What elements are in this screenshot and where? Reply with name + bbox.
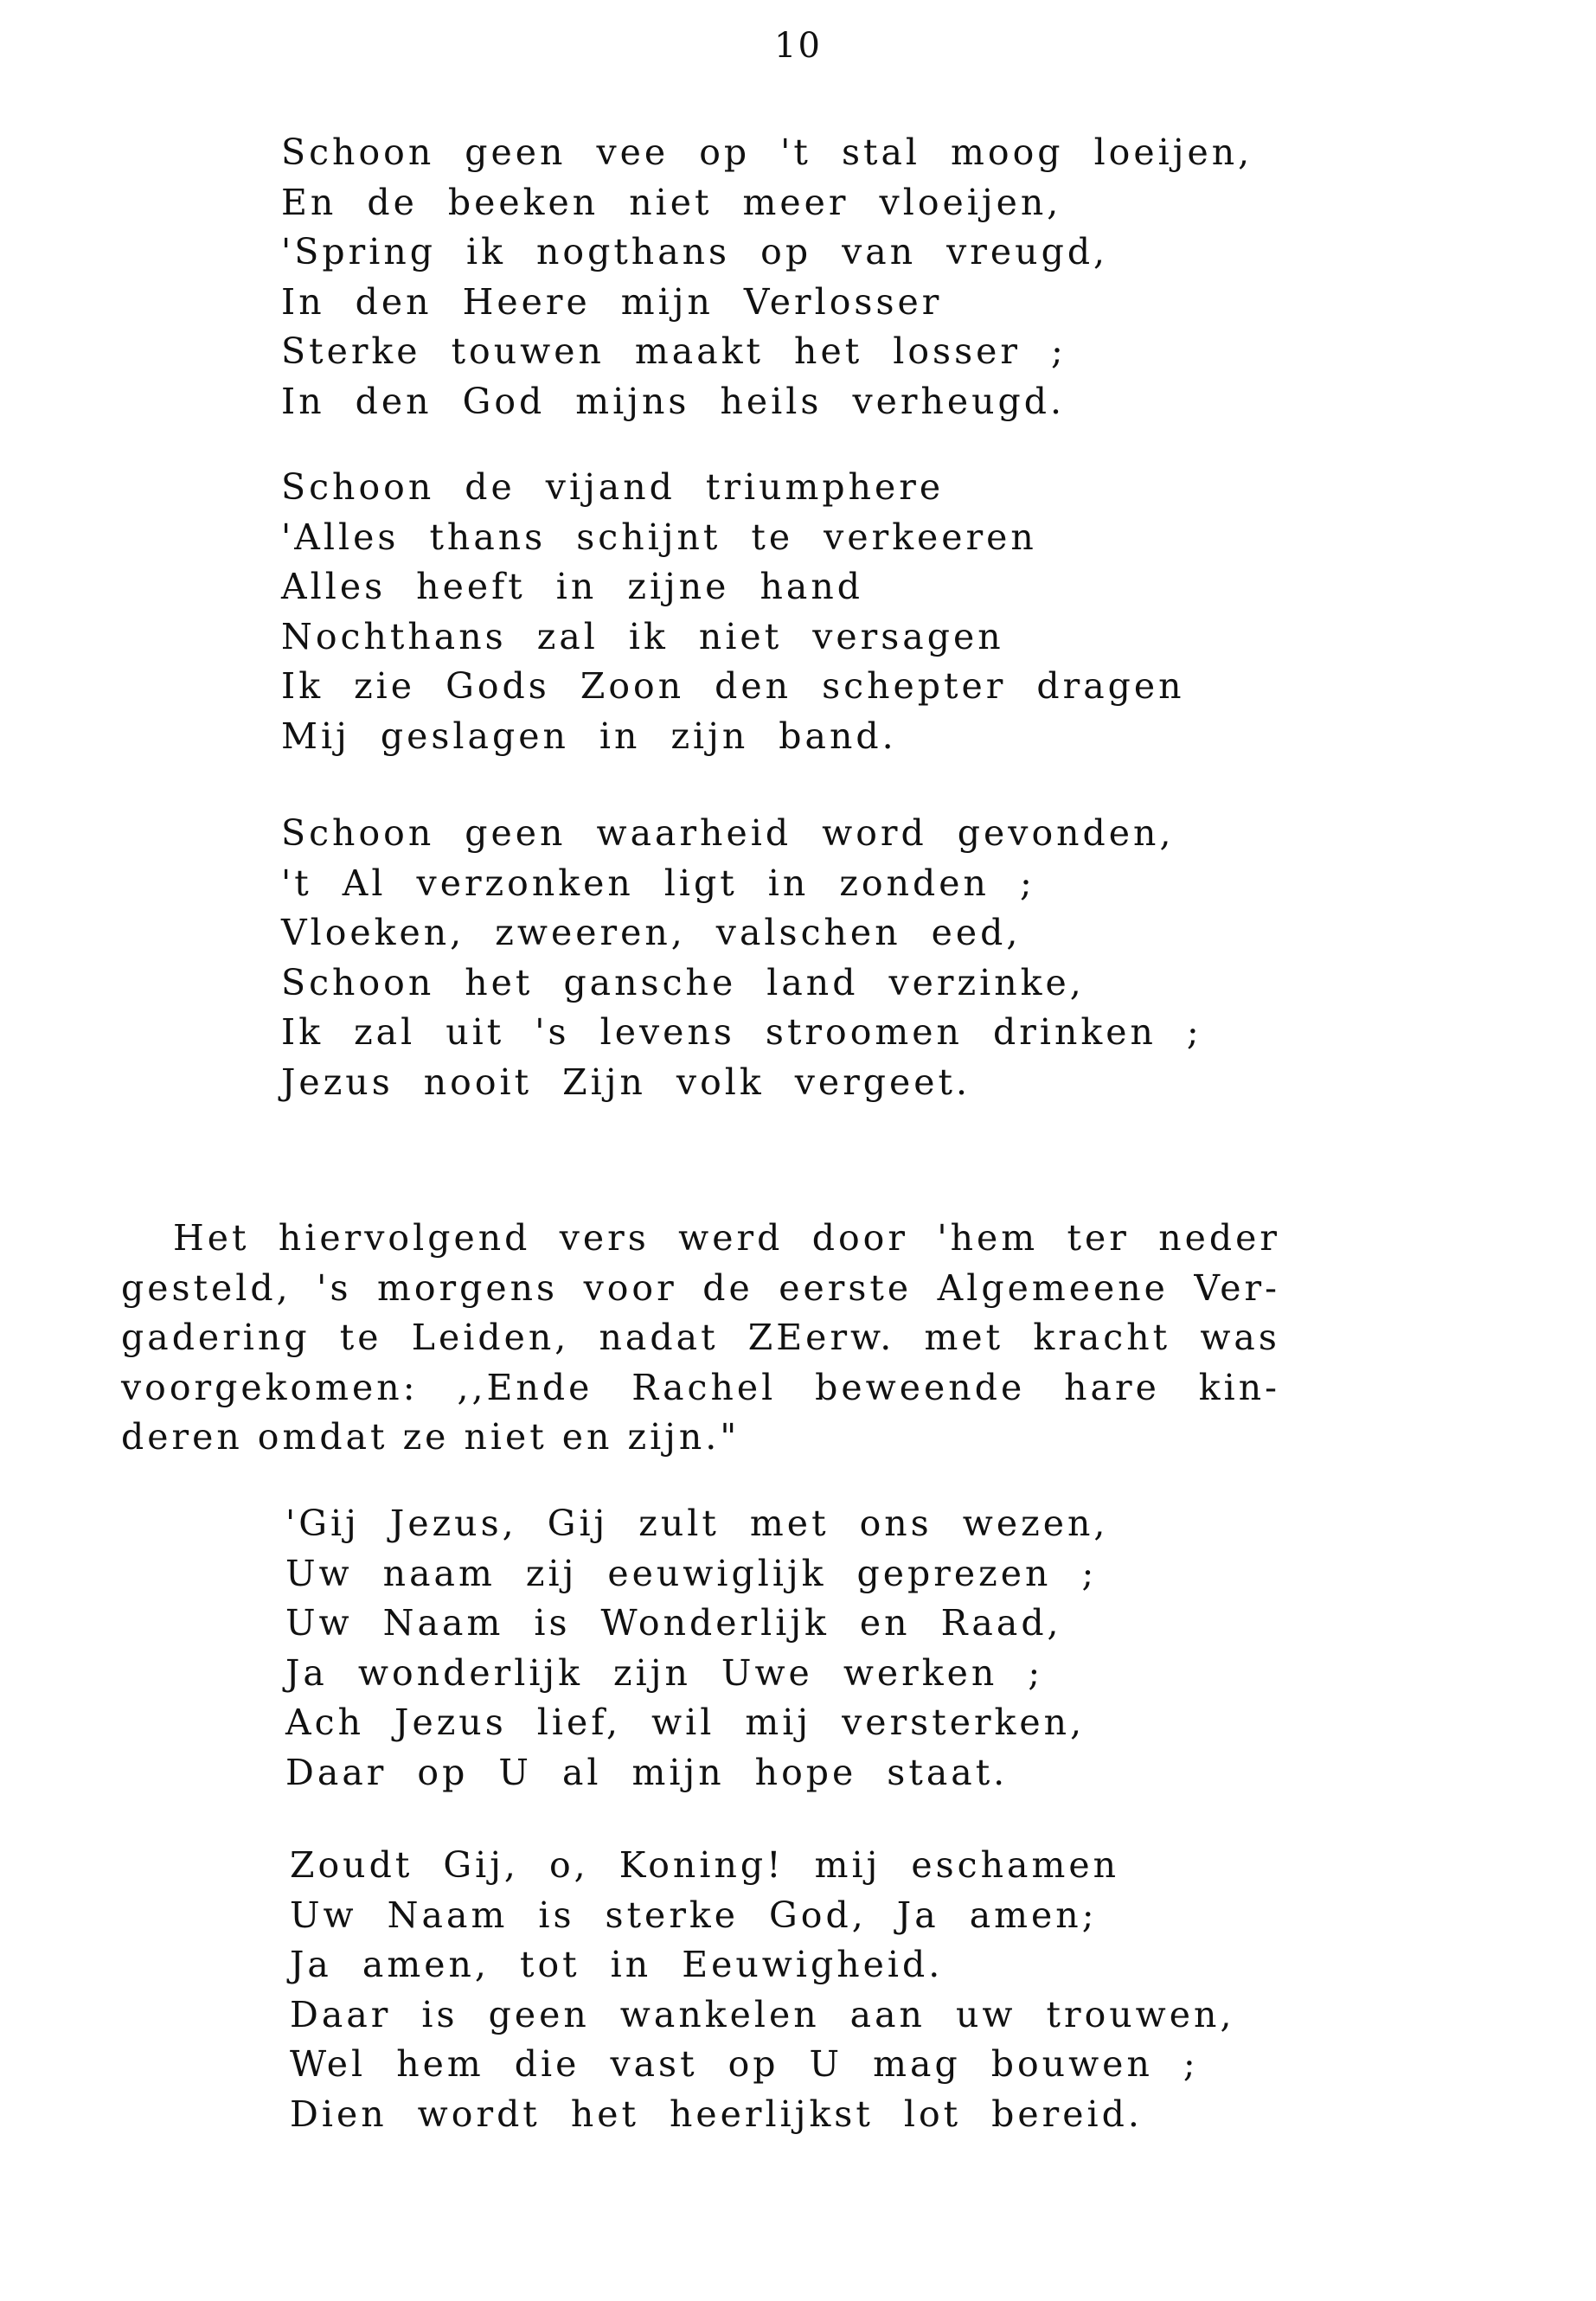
verse-line: Zoudt Gij, o, Koning! mij eschamen xyxy=(290,1844,1120,1886)
prose-line: Het hiervolgend vers werd door 'hem ter neder xyxy=(173,1217,1280,1259)
verse-line: Sterke touwen maakt het losser ; xyxy=(281,330,1067,372)
verse-line: Ja wonderlijk zijn Uwe werken ; xyxy=(285,1651,1044,1694)
verse-line: Vloeken, zweeren, valschen eed, xyxy=(281,912,1022,953)
prose-line: gadering te Leiden, nadat ZEerw. met kracht was xyxy=(121,1317,1280,1358)
verse-line: Ja amen, tot in Eeuwigheid. xyxy=(290,1944,944,1985)
verse-line: Mij geslagen in zijn band. xyxy=(281,715,897,757)
verse-line: Alles heeft in zijne hand xyxy=(281,566,863,607)
verse-line: Schoon het gansche land verzinke, xyxy=(281,961,1085,1003)
verse-line: 't Al verzonken ligt in zonden ; xyxy=(281,862,1035,904)
verse-line: Schoon de vijand triumphere xyxy=(281,466,945,508)
verse-line: Dien wordt het heerlijkst lot bereid. xyxy=(290,2093,1143,2135)
stanza-1 xyxy=(281,128,1253,426)
stanza-5 xyxy=(290,1841,1234,2139)
stanza-2 xyxy=(281,463,1185,761)
verse-line: In den Heere mijn Verlosser xyxy=(281,280,943,323)
verse-line: Uw Naam is Wonderlijk en Raad, xyxy=(285,1602,1062,1644)
prose-line: voorgekomen: ,,Ende Rachel beweende hare kin- xyxy=(121,1366,1280,1408)
prose-line: gesteld, 's morgens voor de eerste Algemeene Ver- xyxy=(121,1266,1280,1309)
verse-line: Uw naam zij eeuwiglijk geprezen ; xyxy=(285,1552,1098,1594)
verse-line: Schoon geen waarheid word gevonden, xyxy=(281,812,1175,854)
prose-line: deren omdat ze niet en zijn." xyxy=(121,1416,740,1458)
page-number: 10 xyxy=(774,26,822,66)
verse-line: Ach Jezus lief, wil mij versterken, xyxy=(285,1702,1086,1743)
verse-line: Ik zie Gods Zoon den schepter dragen xyxy=(281,665,1185,707)
verse-line: Uw Naam is sterke God, Ja amen; xyxy=(290,1894,1098,1936)
prose-paragraph xyxy=(121,1214,1280,1463)
verse-line: 'Gij Jezus, Gij zult met ons wezen, xyxy=(285,1503,1109,1544)
verse-line: Daar op U al mijn hope staat. xyxy=(285,1751,1009,1793)
stanza-4 xyxy=(285,1499,1108,1798)
verse-line: 'Alles thans schijnt te verkeeren xyxy=(281,516,1037,558)
verse-line: En de beeken niet meer vloeijen, xyxy=(281,181,1062,223)
verse-line: In den God mijns heils verheugd. xyxy=(281,380,1066,422)
verse-line: Daar is geen wankelen aan uw trouwen, xyxy=(290,1993,1235,2035)
verse-line: 'Spring ik nogthans op van vreugd, xyxy=(281,231,1109,272)
verse-line: Jezus nooit Zijn volk vergeet. xyxy=(281,1061,971,1103)
stanza-3 xyxy=(281,809,1202,1107)
verse-line: Schoon geen vee op 't stal moog loeijen, xyxy=(281,131,1253,173)
verse-line: Ik zal uit 's levens stroomen drinken ; xyxy=(281,1011,1202,1053)
verse-line: Nochthans zal ik niet versagen xyxy=(281,615,1004,657)
verse-line: Wel hem die vast op U mag bouwen ; xyxy=(290,2043,1199,2085)
